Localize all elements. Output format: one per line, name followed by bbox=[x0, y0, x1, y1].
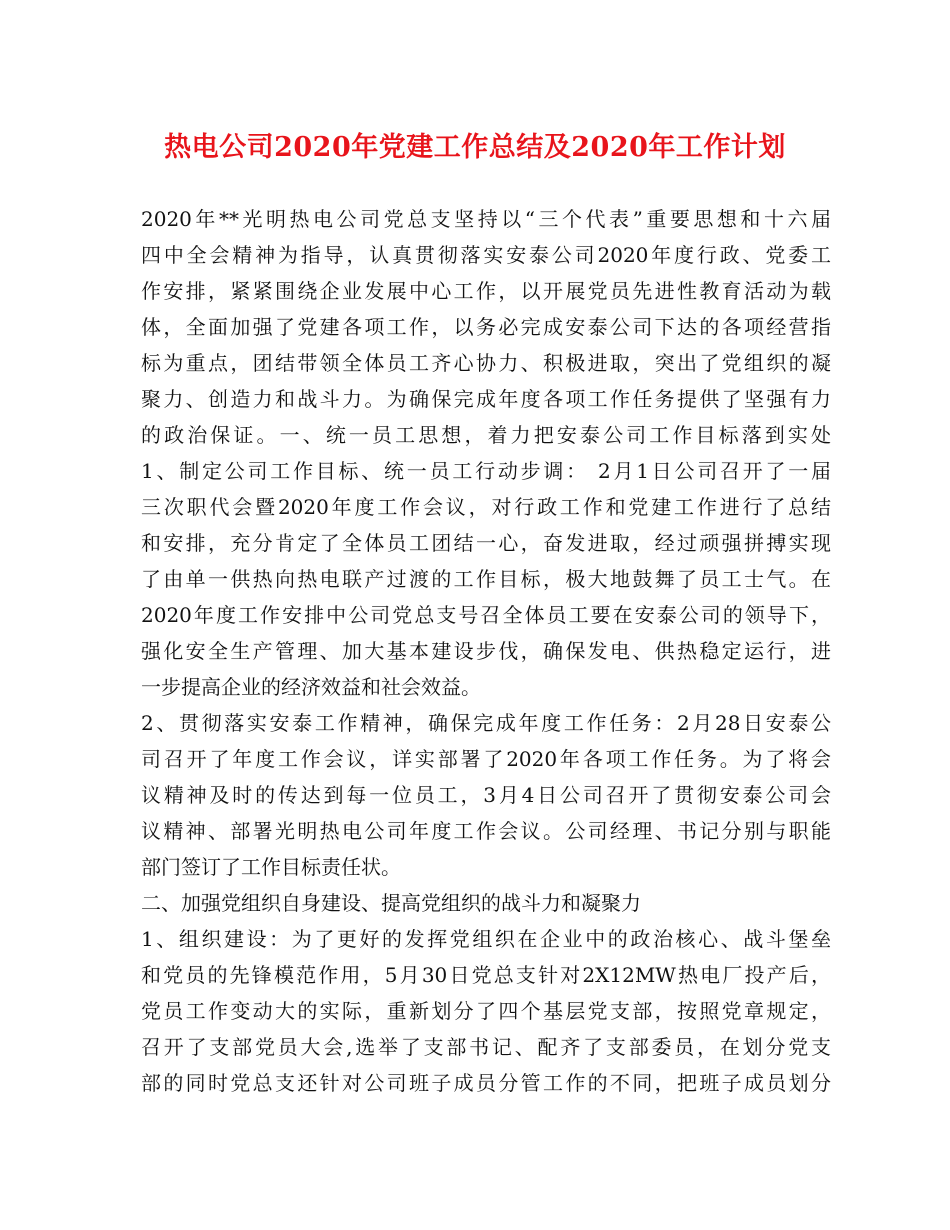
body-line: 三次职代会暨2020年度工作会议，对行政工作和党建工作进行了总结 bbox=[141, 495, 831, 519]
document-title: 热电公司2020年党建工作总结及2020年工作计划 bbox=[164, 132, 786, 163]
body-line: 部门签订了工作目标责任状。 bbox=[141, 855, 401, 879]
body-line: 议精神及时的传达到每一位员工，3月4日公司召开了贯彻安泰公司会 bbox=[141, 783, 831, 807]
body-line: 的政治保证。一、统一员工思想，着力把安泰公司工作目标落到实处 bbox=[141, 423, 831, 447]
body-line: 1、组织建设：为了更好的发挥党组织在企业中的政治核心、战斗堡垒 bbox=[141, 927, 831, 951]
body-line: 召开了支部党员大会,选举了支部书记、配齐了支部委员，在划分党支 bbox=[141, 1035, 831, 1059]
body-line: 强化安全生产管理、加大基本建设步伐，确保发电、供热稳定运行，进 bbox=[141, 639, 831, 663]
body-line: 了由单一供热向热电联产过渡的工作目标，极大地鼓舞了员工士气。在 bbox=[141, 567, 831, 591]
body-line: 聚力、创造力和战斗力。为确保完成年度各项工作任务提供了坚强有力 bbox=[141, 387, 831, 411]
body-line: 2020年度工作安排中公司党总支号召全体员工要在安泰公司的领导下， bbox=[141, 603, 831, 627]
body-line: 党员工作变动大的实际，重新划分了四个基层党支部，按照党章规定， bbox=[141, 999, 831, 1023]
body-line: 议精神、部署光明热电公司年度工作会议。公司经理、书记分别与职能 bbox=[141, 819, 831, 843]
body-line: 司召开了年度工作会议，详实部署了2020年各项工作任务。为了将会 bbox=[141, 747, 831, 771]
body-line: 标为重点，团结带领全体员工齐心协力、积极进取，突出了党组织的凝 bbox=[141, 351, 831, 375]
body-line: 一步提高企业的经济效益和社会效益。 bbox=[141, 675, 481, 699]
body-line: 体，全面加强了党建各项工作，以务必完成安泰公司下达的各项经营指 bbox=[141, 315, 831, 339]
body-line: 和安排，充分肯定了全体员工团结一心，奋发进取，经过顽强拼搏实现 bbox=[141, 531, 831, 555]
body-line: 2020年**光明热电公司党总支坚持以“三个代表”重要思想和十六届 bbox=[141, 207, 831, 231]
body-line: 四中全会精神为指导，认真贯彻落实安泰公司2020年度行政、党委工 bbox=[141, 243, 831, 267]
body-line: 和党员的先锋模范作用，5月30日党总支针对2X12MW热电厂投产后， bbox=[141, 963, 831, 987]
body-line: 部的同时党总支还针对公司班子成员分管工作的不同，把班子成员划分 bbox=[141, 1071, 831, 1095]
document-body bbox=[141, 201, 831, 1101]
body-line: 作安排，紧紧围绕企业发展中心工作，以开展党员先进性教育活动为载 bbox=[141, 279, 831, 303]
body-line: 1、制定公司工作目标、统一员工行动步调： 2月1日公司召开了一届 bbox=[141, 459, 831, 483]
body-line: 2、贯彻落实安泰工作精神，确保完成年度工作任务：2月28日安泰公 bbox=[141, 711, 831, 735]
body-line: 二、加强党组织自身建设、提高党组织的战斗力和凝聚力 bbox=[141, 891, 641, 915]
